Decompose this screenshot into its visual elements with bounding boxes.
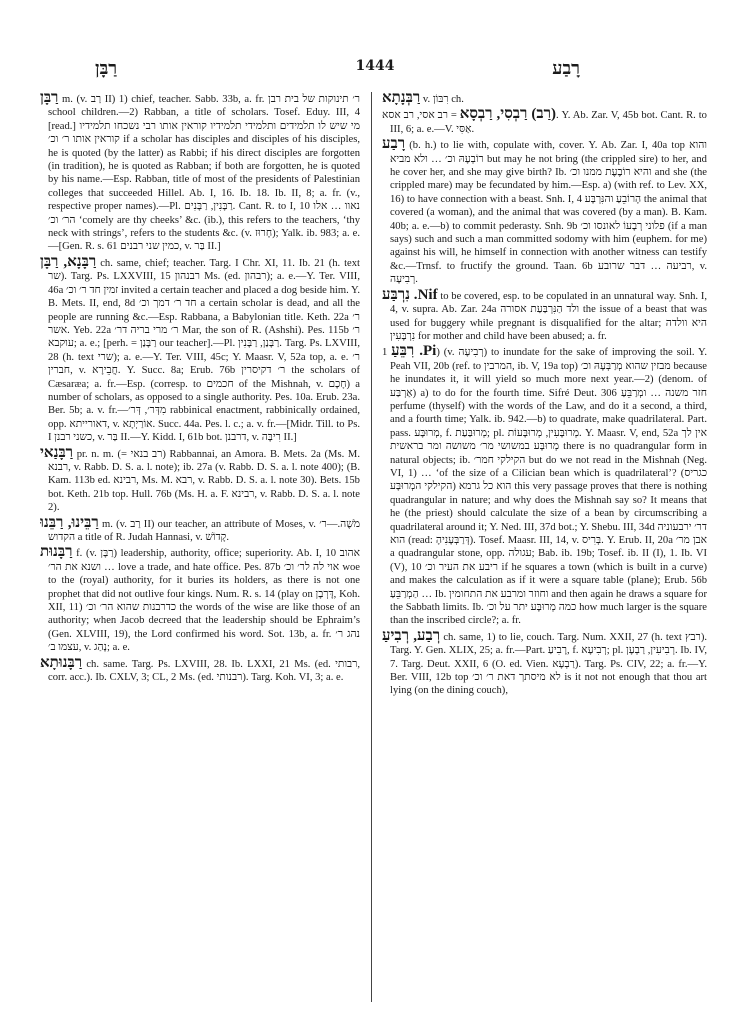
entry-body: to be covered, esp. to be copulated in an unnatural way. Snh. I, 4, v. supra. Ab. Zar. 24a ולד הַנִּרְבַּעַת אסורה the issue of a beast that was used for buggery while pregnant is disqualified for the altar; היא וולדה נִרְבָּעִין for mother and child have been abused; a. fr. [390, 290, 707, 342]
entry-body: ch. same. Targ. Ps. LXVIII, 28. Ib. LXXI, 21 Ms. (ed. רבותי, corr. acc.). Ib. CXLV, 3; CL, 2 Ms. (ed. רבנותי). Targ. Koh. VI, 3; a. e. [48, 658, 360, 684]
entry-body: ch. same, 1) to lie, couch. Targ. Num. XXII, 27 (h. text רבץ). Targ. Y. Gen. XLIX, 25; a. fr.—Part. רָבִיעַ, f. רְבִיעָא; pl. רְבִיעִין, רַבְעָן. Ib. IV, 7. Targ. Deut. XXII, 6 (O. ed. Vien. רַבְעָא). Targ. Ps. CIV, 22; a. fr.—Y. Ber. VIII, 12b top לא מיסתך דאת ר׳ וכ׳ is it not not enough that thou art lying (on the dining couch), [390, 631, 707, 697]
dictionary-entry [382, 108, 707, 136]
running-header [0, 52, 750, 78]
entry-body: (b. h.) to lie with, copulate with, cover. Y. Ab. Zar. I, 40a top והוא רוֹבְעָהּ וכ׳ … ולא מביא but may he not bring (the crippled sire) to her, and he cover her, and she may give birth? Ib. והיא רוֹבֶעֶת ממנו וכ׳ and she (the crippled mare) may be fecundated by him.—Esp. a) (with ref. to Lev. XX, 16) to have connection with a beast. Snh. I, 4 הָרוֹבֵעַ והנִּרְבָּע the animal that covered (a woman), and the animal that was covered (by a man). B. Kam. 40b; a. e.—b) to commit pederasty. Snh. 9b פלוני רְבָעוֹ לאונסו וכ׳ (if a man says) such and such a man committed sodomy with him (euphem. for me) against his will, he himself in connection with another witness can testify &c.—Trnsf. to fructify the ground. Taan. 6b רביעה … דבר שרובע, v. רְבִיעָה. [390, 140, 707, 286]
dictionary-entry [40, 444, 360, 515]
headword: רַבֵּינוּ, רַבֵּנוּ [40, 514, 99, 531]
header-right-word: רָבַע [552, 58, 580, 79]
headword: Pi. רִבֵּעַ [391, 343, 437, 360]
headword: רָבַע [382, 136, 406, 153]
dictionary-entry [40, 514, 360, 545]
headword: רַבָּן [40, 92, 59, 106]
headword: רַבָּנוּת [40, 544, 73, 561]
dictionary-entry [40, 253, 360, 445]
dictionary-entry [382, 92, 707, 106]
entry-body: f. (v. רַבָּן) leadership, authority, office; superiority. Ab. I, 10 אהוב … ושנא את הר׳ love a trade, and hate office. Pes. 87b אוי לה לר׳ וכ׳ woe to the (royal) authority, for it buries its holders, as there is not one prophet that did not outlive four kings. Num. R. s. 14 (play on דָּרְבָן, Koh. XII, 11) כדרבנות שהוא הר׳ וכ׳ the words of the wise are like those of an authority; when Jacob decreed that the leadership should be Ephraim’s (Gen. XLVIII, 19), the Lord confirmed his word. Sot. 13b, a. fr. נהג ר׳ עצמו ב׳, v. נָהַג; a. e. [48, 548, 360, 654]
entry-body: v. רִבּוֹן ch. [422, 94, 464, 105]
entry-body: ch. same, chief; teacher. Targ. I Chr. XI, 11. Ib. 21 (h. text שר). Targ. Ps. LXXVIII, 15 רבנהון Ms. (ed. רבהון); a. e.—Y. Ter. VIII, 46a זמין חד ר׳ וכ׳ invited a certain teacher and placed a dog beside him. Y. B. Mets. II, end, 8d חד ר׳ דמך וכ׳ a certain scholar is dead, and all the people are running &c.—Esp. Rabbana, a Babylonian title. Keth. 22a ר׳ אשר. Yeb. 22a ר׳ מרי בריה דר׳ Mar, the son of R. (Ashshi). Pes. 115b ר׳ עוקבא; a. e.; [perh. = רַבָּנַן our teacher].—Pl. רַבָּנַן, רַבָּנִין. Targ. Ps. LXVIII, 28 (h. text שרי); a. e.—Y. Ter. VIII, 45c; Y. Maasr. V, 52a top, a. e. ר׳ חברין, v. חֲבֵירָא. Y. Succ. 8a; Erub. 76b ר׳ דקיסרין the scholars of Cæsaræa; a. fr.—Esp. (corresp. to חכמים of the Mishnah, v. חָכָם) a number of scholars, as opposed to a single authority. Pes. 10a. Erub. 23a. Ber. 5b; a. v. fr.—מִדְּר׳, דְּר׳ rabbinical enactment, rabbinically ordained, opp. דאורייתא, v. אוֹרַיְתָא. Succ. 44a. Pes. l. c.; a. v. fr.—[Midr. Till. to Ps. I כשני רבנן, v. בַּר II.—Y. Kidd. I, 61b bot. דרבנן, v. רִיבָּה II.] [48, 257, 360, 444]
dictionary-entry [382, 345, 707, 628]
header-left-word: רַבָּן [95, 58, 118, 79]
right-column [382, 92, 707, 1002]
headword: Nif. נִרְבַּע [382, 286, 438, 303]
headword: רְבַע, רְבִיעַ [382, 627, 441, 644]
column-divider [371, 92, 372, 1002]
headword: רַבָּנוּתָא [40, 654, 83, 671]
headword: (רַב) רַבְסִי, רַבְסָא [459, 106, 556, 123]
dictionary-entry [382, 286, 707, 344]
dictionary-entry [40, 546, 360, 654]
entry-body: pr. n. m. (= רב בנאי) Rabbannai, an Amora. B. Mets. 2a (Ms. M. רבנא, v. Rabb. D. S. a. l. note); ib. 27a (v. Rabb. D. S. a. l. note 400); (B. Kam. 113b ed. רבינא, Ms. M. רבא, v. Rabb. D. S. a. l. note 30). Bets. 15b bot. Keth. 21b top. Hull. 76b (Ms. H. a. F. רבינא, v. Rabb. D. S. a. l. note 2). [48, 448, 360, 514]
dictionary-entry [40, 92, 360, 254]
page-number: 1444 [355, 58, 395, 74]
headword: רַבָּנַאי [40, 444, 74, 461]
entry-body: = רב אסי, רב אסא. Y. Ab. Zar. V, 45b bot. Cant. R. to III, 6; a. e.—V. אַסִּי. [382, 110, 707, 135]
entry-body: m. (v. רַב II) 1) chief, teacher. Sabb. 33b, a. fr. ר׳ תינוקות של בית רבן school children.—2) Rabban, a title of scholars. Tosef. Eduy. III, 4 [read.] מי שיש לו תלמידים ותלמידי תלמידיו קוראין אותו רבי נשכחו תלמידיו קוראין אותו ר׳ וכ׳ if a scholar has disciples and disciples of his disciples, he is quoted (by the latter) as Rabbi; if his direct disciples are forgotten (in tradition), he is quoted as Rabban; if both are forgotten, he is quoted by his name.—Esp. Rabban, title of most of the presidents of Palestinian colleges that succeeded Hillel. Ab. I, 16. Ib. 18. Ib. II, 8; a. fr. (v., respective proper names).—Pl. רַבָּנִין, רַבָּנִים. Cant. R. to I, 10 נאוו … אלו הר׳ וכ׳ ‘comely are thy cheeks’ &c. (ib.), this refers to the teachers, ‘thy neck with strings’, refers to the students &c. (v. חָרוּז); Yalk. ib. 983; a. e.—[Gen. R. s. 61 כמין שני רבנים, v. בַּר II.] [48, 94, 360, 253]
entry-body: 1) (v. רְבִיעָה) to inundate for the sake of improving the soil. Y. Peah VII, 20b (ref. to המרבין, ib. V, 19a top) מבזין שהוא מְרַבְּעָהּ וכ׳ because he inundates it, it will yield so much more next year.—2) (denom. of אַרְבַּע) a) to do for the fourth time. Sifré Deut. 306 חזר משנה … ומְרַבֵּעַ perfume (thyself) with the words of the Law, and do it a second, a third, and a fourth time; Yalk. ib. 942.—b) to quadrate, make quadrilateral. Part. pass. מְרוּבָּע, f. מְרוּבַּעַת; pl. מְרוּבָּעִין, מְרוּבָּעוֹת. Y. Maasr. V, end, 52a אין לך מְרוּבָּע במשושי מר׳ משושה ומר בראשית there is no quadrangular form in natural objects; ib. הקילקי חמר׳ but do we not read in the Mishnah (Neg. VI, 1) … ‘of the size of a Cilician bean which is quadrilateral’? (כגריס הקילקי המְרוּבָּע) הוא ‏כל גרמא this very passage proves that there is nothing quadrangular in nature; and why does the Mishnah say so? It means that he (the priest) should calculate the size of a bean by circumscribing a quadrilateral around it; Y. Ned. III, 37d bot.; Y. Shebu. III, 34d דר׳ ירבעוניה הוא (read: דְּרַבְּעָנִיהָ). Tosef. Maasr. III, 14, v. בְּרִיס. Y. Erub. II, 20a אבן מר׳ a quadrangular stone, opp. עגולה; Bab. ib. 19b; Tosef. ib. II (I), 1. Ib. VI (V), 10 ריבע את העיר וכ׳ if he squares a town (which is built in a curve) and makes the calculation as if it were a square table (plane); Erub. 56b הַמְרַבֵּעַ … Ib. וחוזר ומרבע את התחומין and then again he draws a square for the Sabbath limits. Ib. כמה מְרוּבָּע יתר על וכ׳ how much larger is the square than the inscribed circle?; a. fr. [382, 347, 707, 627]
dictionary-entry [382, 138, 707, 286]
left-column [40, 92, 360, 1002]
headword: רַבָּנָא, רַבָּן [40, 253, 97, 270]
dictionary-entry [40, 654, 360, 685]
headword: רַבְּנָתָא [382, 92, 421, 106]
entry-body: m. (v. רַב II) our teacher, an attribute of Moses, v. מֹשֶׁה.—ר׳ הקדוש a title of R. Judah Hannasi, v. קָדוֹשׁ. [48, 518, 360, 543]
dictionary-entry [382, 627, 707, 698]
